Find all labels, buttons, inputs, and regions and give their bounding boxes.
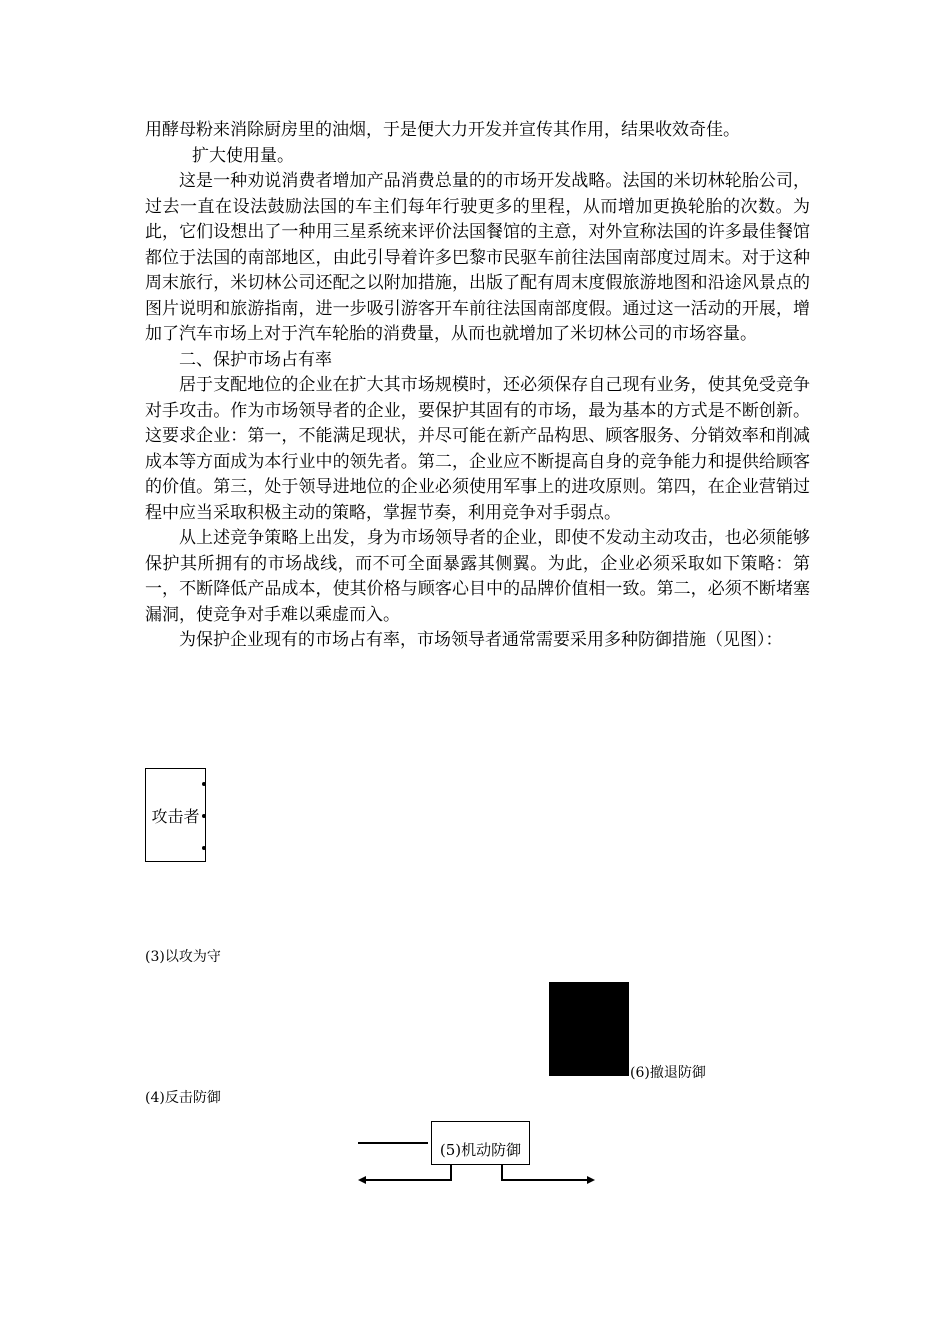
left-arrowhead bbox=[358, 1176, 366, 1184]
section-heading: 二、保护市场占有率 bbox=[179, 349, 332, 370]
paragraph-strategy: 从上述竞争策略上出发，身为市场领导者的企业，即使不发动主动攻击，也必须能够保护其所拥有的市场战线，而不可全面暴露其侧翼。为此，企业必须采取如下策略：第一，不断降低产品成本，使其价格与顾客心目中的品牌价值相一致。第二，必须不断堵塞漏洞，使竞争对手难以乘虚而入。 bbox=[145, 528, 810, 625]
right-arrowhead bbox=[587, 1176, 595, 1184]
paragraph-michelin: 这是一种劝说消费者增加产品消费总量的的市场开发战略。法国的米切林轮胎公司，过去一直在设法鼓励法国的车主们每年行驶更多的里程，从而增加更换轮胎的次数。为此，它们设想出了一种用三星系统来评价法国餐馆的主意，对外宣称法国的许多最佳餐馆都位于法国的南部地区，由此引导着许多巴黎市民驱车前往法国南部度过周末。对于这种周末旅行，米切林公司还配之以附加措施，出版了配有周末度假旅游地图和沿途风景点的图片说明和旅游指南，进一步吸引游客开车前往法国南部度假。通过这一活动的开展，增加了汽车市场上对于汽车轮胎的消费量，从而也就增加了米切林公司的市场容量。 bbox=[145, 171, 810, 344]
paragraph-dominant-firm: 居于支配地位的企业在扩大其市场规模时，还必须保存自己现有业务，使其免受竞争对手攻击。作为市场领导者的企业，要保护其固有的市场，最为基本的方式是不断创新。这要求企业：第一，不能满足现状，并尽可能在新产品构思、顾客服务、分销效率和削减成本等方面成为本行业中的领先者。第二，企业应不断提高自身的竞争能力和提供给顾客的价值。第三，处于领导进地位的企业必须使用军事上的进攻原则。第四，在企业营销过程中应当采取积极主动的策略，掌握节奏，利用竞争对手弱点。 bbox=[145, 375, 810, 523]
mobile-defense-box bbox=[431, 1121, 530, 1165]
label-counter-defense: (4)反击防御 bbox=[145, 1090, 221, 1106]
mobile-defense-label: (5)机动防御 bbox=[439, 1141, 522, 1159]
label-retreat-defense: (6)撤退防御 bbox=[630, 1065, 706, 1081]
label-offensive-defense: (3)以攻为守 bbox=[145, 949, 221, 965]
left-arrow-line bbox=[360, 1165, 451, 1180]
right-arrow-line bbox=[502, 1165, 592, 1180]
attacker-label: 攻击者 bbox=[151, 806, 200, 826]
paragraph-expand-usage: 扩大使用量。 bbox=[192, 145, 294, 166]
paragraph-defense-intro: 为保护企业现有的市场占有率，市场领导者通常需要采用多种防御措施（见图）： bbox=[179, 630, 783, 650]
paragraph-continuation: 用酵母粉来消除厨房里的油烟，于是便大力开发并宣传其作用，结果收效奇佳。 bbox=[145, 120, 740, 140]
